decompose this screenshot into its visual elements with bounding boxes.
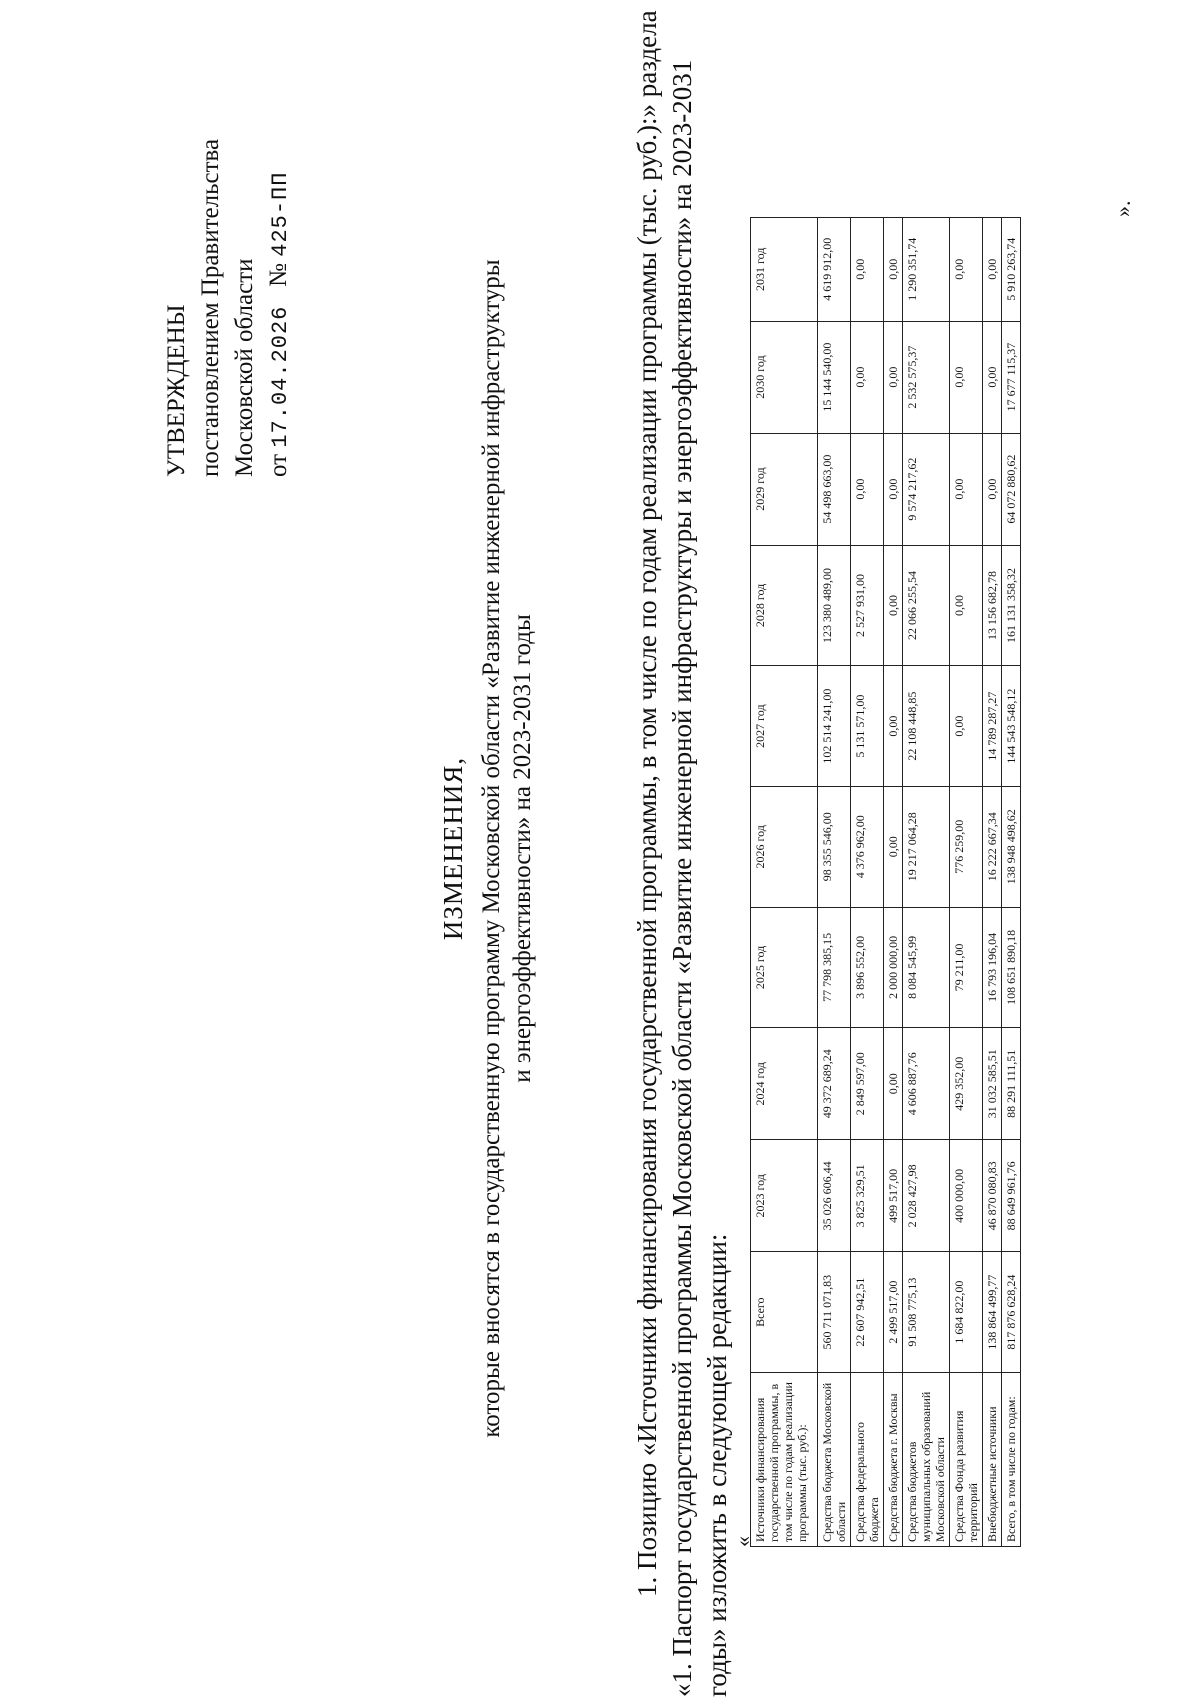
table-cell: 817 876 628,24: [1002, 1252, 1021, 1373]
header-2030: 2030 год: [751, 321, 818, 433]
financing-table: [750, 217, 1021, 1547]
table-cell: 14 789 287,27: [983, 666, 1002, 787]
subtitle-line-1: которые вносятся в государственную программу Московской области «Развитие инженерной инфраструктуры: [478, 259, 505, 1438]
intro-paragraph: 1. Позицию «Источники финансирования государственной программы, в том числе по годам реализации программы (тыс. руб.):» раздела «1. Паспорт государственной программы Московской области «Развитие инженерной инфраструктуры и энергоэффективности» на 2023-2031 годы» изложить в следующей редакции:: [632, 10, 732, 1697]
table-cell: 0,00: [851, 218, 884, 322]
table-cell: 1 290 351,74: [903, 218, 950, 322]
table-cell: 161 131 358,32: [1002, 545, 1021, 666]
date-prefix: от: [265, 453, 292, 477]
table-row: [950, 218, 983, 1547]
table-cell: 88 649 961,76: [1002, 1140, 1021, 1252]
header-2026: 2026 год: [751, 786, 818, 907]
table-cell: 0,00: [983, 218, 1002, 322]
table-cell: 4 376 962,00: [851, 786, 884, 907]
approval-stamp: [160, 139, 298, 477]
row-source-label: Средства Фонда развития территорий: [950, 1373, 983, 1547]
table-cell: 98 355 546,00: [818, 786, 851, 907]
table-cell: 1 684 822,00: [950, 1252, 983, 1373]
table-cell: 4 606 887,76: [903, 1028, 950, 1140]
row-source-label: Внебюджетные источники: [983, 1373, 1002, 1547]
table-cell: 54 498 663,00: [818, 433, 851, 545]
header-2027: 2027 год: [751, 666, 818, 787]
table-cell: 13 156 682,78: [983, 545, 1002, 666]
table-cell: 2 849 597,00: [851, 1028, 884, 1140]
table-cell: 400 000,00: [950, 1140, 983, 1252]
header-source: Источники финансирования государственной программы, в том числе по годам реализации программы (тыс. руб.):: [751, 1373, 818, 1547]
table-cell: 144 543 548,12: [1002, 666, 1021, 787]
document-title: ИЗМЕНЕНИЯ,: [438, 756, 468, 941]
approval-date: 17.04.2026: [268, 305, 293, 448]
table-cell: 776 259,00: [950, 786, 983, 907]
table-cell: 3 825 329,51: [851, 1140, 884, 1252]
table-cell: 79 211,00: [950, 907, 983, 1028]
table-cell: 91 508 775,13: [903, 1252, 950, 1373]
table-cell: 77 798 385,15: [818, 907, 851, 1028]
number-prefix: №: [265, 263, 292, 287]
table-row: [1002, 218, 1021, 1547]
table-cell: 22 108 448,85: [903, 666, 950, 787]
table-cell: 0,00: [884, 1028, 903, 1140]
table-cell: 138 948 498,62: [1002, 786, 1021, 907]
table-cell: 0,00: [884, 218, 903, 322]
approval-number: 425-ПП: [268, 171, 293, 257]
approval-line-1: постановлением Правительства: [197, 138, 224, 477]
table-cell: 0,00: [884, 433, 903, 545]
table-cell: 22 607 942,51: [851, 1252, 884, 1373]
header-2025: 2025 год: [751, 907, 818, 1028]
table-cell: 0,00: [950, 433, 983, 545]
subtitle-line-2: и энергоэффективности» на 2023-2031 годы: [509, 614, 536, 1083]
row-source-label: Средства федерального бюджета: [851, 1373, 884, 1547]
table-cell: 88 291 111,51: [1002, 1028, 1021, 1140]
table-cell: 0,00: [884, 321, 903, 433]
table-cell: 5 131 571,00: [851, 666, 884, 787]
header-total: Всего: [751, 1252, 818, 1373]
table-cell: 0,00: [884, 786, 903, 907]
open-quote: «: [730, 1536, 755, 1547]
table-cell: 0,00: [884, 666, 903, 787]
table-cell: 0,00: [950, 666, 983, 787]
table-cell: 429 352,00: [950, 1028, 983, 1140]
table-cell: 2 499 517,00: [884, 1252, 903, 1373]
table-cell: 2 000 000,00: [884, 907, 903, 1028]
table-cell: 22 066 255,54: [903, 545, 950, 666]
table-cell: 102 514 241,00: [818, 666, 851, 787]
table-cell: 17 677 115,37: [1002, 321, 1021, 433]
table-cell: 2 028 427,98: [903, 1140, 950, 1252]
table-cell: 123 380 489,00: [818, 545, 851, 666]
table-body: [818, 218, 1021, 1547]
table-cell: 19 217 064,28: [903, 786, 950, 907]
table-cell: 0,00: [851, 433, 884, 545]
table-cell: 0,00: [884, 545, 903, 666]
approval-heading: УТВЕРЖДЕНЫ: [163, 304, 190, 477]
table-cell: 5 910 263,74: [1002, 218, 1021, 322]
table-cell: 108 651 890,18: [1002, 907, 1021, 1028]
header-2024: 2024 год: [751, 1028, 818, 1140]
table-cell: 8 084 545,99: [903, 907, 950, 1028]
table-cell: 35 026 606,44: [818, 1140, 851, 1252]
table-cell: 16 222 667,34: [983, 786, 1002, 907]
header-2028: 2028 год: [751, 545, 818, 666]
table-cell: 0,00: [950, 218, 983, 322]
table-cell: 0,00: [950, 545, 983, 666]
table-cell: 0,00: [983, 321, 1002, 433]
table-cell: 15 144 540,00: [818, 321, 851, 433]
close-quote: ».: [1110, 200, 1135, 217]
table-cell: 2 532 575,37: [903, 321, 950, 433]
table-cell: 16 793 196,04: [983, 907, 1002, 1028]
document-subtitle: [476, 0, 538, 1697]
table-cell: 4 619 912,00: [818, 218, 851, 322]
table-row: [818, 218, 851, 1547]
header-2029: 2029 год: [751, 433, 818, 545]
table-cell: 0,00: [851, 321, 884, 433]
table-row: [903, 218, 950, 1547]
table-cell: 499 517,00: [884, 1140, 903, 1252]
table-row: [851, 218, 884, 1547]
table-row: [983, 218, 1002, 1547]
approval-date-line: [262, 139, 298, 477]
table-cell: 31 032 585,51: [983, 1028, 1002, 1140]
row-source-label: Средства бюджета Московской области: [818, 1373, 851, 1547]
table-cell: 0,00: [950, 321, 983, 433]
table-cell: 3 896 552,00: [851, 907, 884, 1028]
table-cell: 9 574 217,62: [903, 433, 950, 545]
table-cell: 2 527 931,00: [851, 545, 884, 666]
table-cell: 64 072 880,62: [1002, 433, 1021, 545]
header-2031: 2031 год: [751, 218, 818, 322]
header-2023: 2023 год: [751, 1140, 818, 1252]
row-source-label: Средства бюджетов муниципальных образований Московской области: [903, 1373, 950, 1547]
table-cell: 560 711 071,83: [818, 1252, 851, 1373]
row-source-label: Всего, в том числе по годам:: [1002, 1373, 1021, 1547]
table-header-row: [751, 218, 818, 1547]
table-cell: 49 372 689,24: [818, 1028, 851, 1140]
approval-line-2: Московской области: [231, 258, 258, 477]
table-cell: 0,00: [983, 433, 1002, 545]
table-cell: 46 870 080,83: [983, 1140, 1002, 1252]
table-row: [884, 218, 903, 1547]
table-cell: 138 864 499,77: [983, 1252, 1002, 1373]
row-source-label: Средства бюджета г. Москвы: [884, 1373, 903, 1547]
